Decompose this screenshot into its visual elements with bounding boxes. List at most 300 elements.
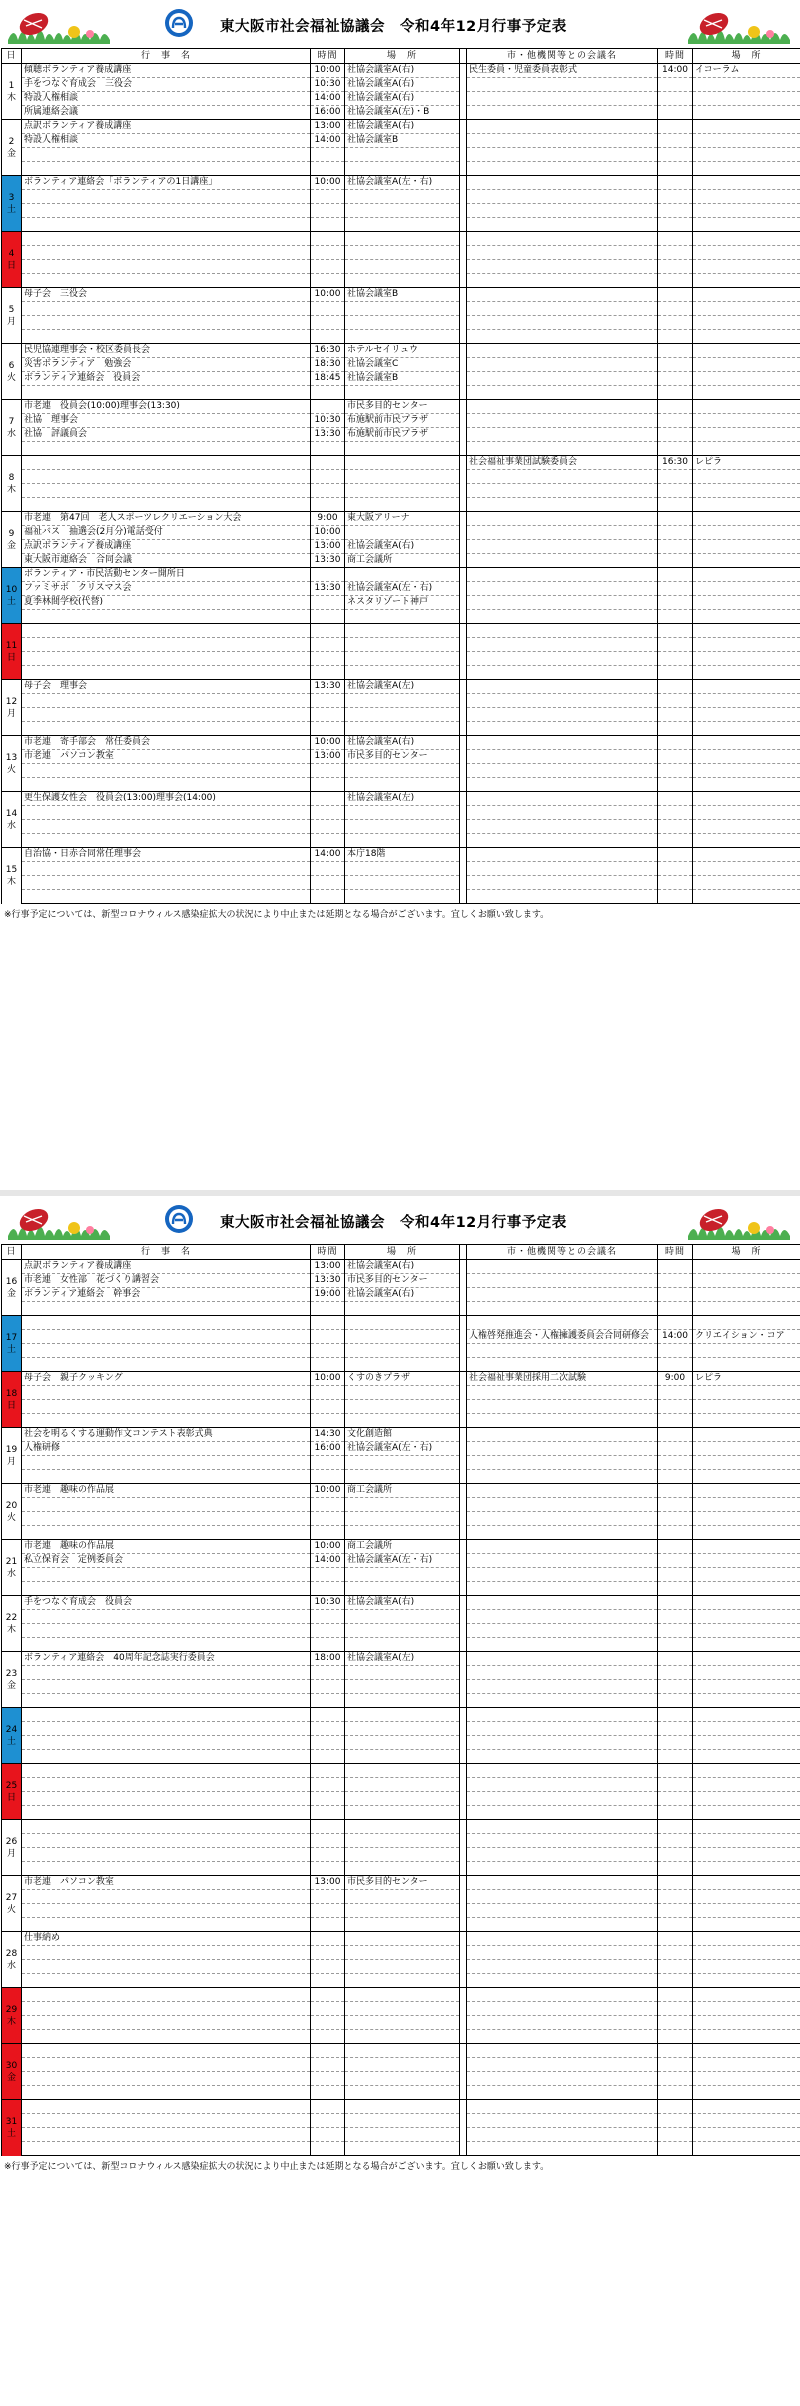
column-gap — [460, 414, 467, 428]
column-gap — [460, 1890, 467, 1904]
external-place — [693, 1512, 800, 1526]
column-gap — [460, 2030, 467, 2044]
table-row — [2, 414, 800, 428]
table-row — [2, 1428, 800, 1442]
event-place — [345, 442, 460, 456]
event-time: 13:30 — [311, 1274, 345, 1288]
event-place — [345, 1414, 460, 1428]
event-time: 10:30 — [311, 1596, 345, 1610]
event-time — [311, 1400, 345, 1414]
external-time — [658, 1302, 693, 1316]
external-meeting — [467, 330, 658, 344]
event-place — [345, 820, 460, 834]
event-name — [22, 2044, 311, 2058]
external-time — [658, 540, 693, 554]
table-row — [2, 610, 800, 624]
day-cell: 30 金 — [2, 2044, 22, 2100]
table-row — [2, 92, 800, 106]
column-gap — [460, 1932, 467, 1946]
column-gap — [460, 1736, 467, 1750]
page-2 — [0, 1196, 800, 2406]
event-name: 福祉バス 抽選会(2月分)電話受付 — [22, 526, 311, 540]
day-cell: 4 日 — [2, 232, 22, 288]
event-name — [22, 708, 311, 722]
event-name: 災害ボランティア 勉強会 — [22, 358, 311, 372]
event-place: 社協会議室A(右) — [345, 64, 460, 78]
event-time: 18:30 — [311, 358, 345, 372]
table-row — [2, 232, 800, 246]
table-row — [2, 1330, 800, 1344]
event-time — [311, 302, 345, 316]
day-cell: 28 水 — [2, 1932, 22, 1988]
external-place — [693, 1568, 800, 1582]
external-time — [658, 750, 693, 764]
event-time: 10:00 — [311, 736, 345, 750]
column-gap — [460, 2044, 467, 2058]
external-time — [658, 1288, 693, 1302]
external-place — [693, 2086, 800, 2100]
event-time — [311, 1736, 345, 1750]
external-meeting — [467, 554, 658, 568]
page-header — [0, 1196, 800, 1244]
external-place — [693, 1442, 800, 1456]
event-name — [22, 1666, 311, 1680]
external-time — [658, 1274, 693, 1288]
table-row — [2, 386, 800, 400]
column-gap — [460, 1596, 467, 1610]
event-place: 市民多目的センター — [345, 400, 460, 414]
column-gap — [460, 260, 467, 274]
event-place — [345, 204, 460, 218]
table-row — [2, 162, 800, 176]
event-time — [311, 806, 345, 820]
event-time — [311, 1806, 345, 1820]
column-gap — [460, 820, 467, 834]
event-name — [22, 1386, 311, 1400]
event-time — [311, 1666, 345, 1680]
table-row — [2, 204, 800, 218]
table-row — [2, 400, 800, 414]
event-name: 市老連 趣味の作品展 — [22, 1484, 311, 1498]
external-place — [693, 498, 800, 512]
external-meeting — [467, 372, 658, 386]
event-time: 14:00 — [311, 848, 345, 862]
external-meeting — [467, 540, 658, 554]
table-row — [2, 2142, 800, 2156]
event-place — [345, 652, 460, 666]
external-meeting — [467, 78, 658, 92]
column-header-external-place: 場 所 — [693, 49, 800, 64]
external-meeting — [467, 526, 658, 540]
column-gap — [460, 1554, 467, 1568]
event-place — [345, 666, 460, 680]
external-place — [693, 1722, 800, 1736]
event-place — [345, 456, 460, 470]
external-time — [658, 120, 693, 134]
event-name — [22, 456, 311, 470]
column-gap — [460, 428, 467, 442]
event-name: 市老連 パソコン教室 — [22, 750, 311, 764]
event-time — [311, 1960, 345, 1974]
external-place — [693, 358, 800, 372]
external-place — [693, 344, 800, 358]
event-name — [22, 1582, 311, 1596]
external-place — [693, 1260, 800, 1274]
column-gap — [460, 64, 467, 78]
external-meeting — [467, 1876, 658, 1890]
external-time — [658, 1764, 693, 1778]
day-cell: 18 日 — [2, 1372, 22, 1428]
day-cell: 7 水 — [2, 400, 22, 456]
event-place — [345, 1932, 460, 1946]
table-row — [2, 1372, 800, 1386]
external-time — [658, 1610, 693, 1624]
external-time — [658, 1652, 693, 1666]
event-place — [345, 2100, 460, 2114]
table-row — [2, 442, 800, 456]
table-row — [2, 820, 800, 834]
external-time — [658, 1400, 693, 1414]
external-meeting — [467, 204, 658, 218]
column-gap — [460, 1302, 467, 1316]
table-row — [2, 218, 800, 232]
table-row — [2, 2030, 800, 2044]
external-time — [658, 694, 693, 708]
event-time: 14:30 — [311, 1428, 345, 1442]
event-name — [22, 1400, 311, 1414]
event-place: 布施駅前市民プラザ — [345, 414, 460, 428]
day-cell: 25 日 — [2, 1764, 22, 1820]
event-time — [311, 1722, 345, 1736]
external-time — [658, 1470, 693, 1484]
table-row — [2, 2100, 800, 2114]
external-meeting — [467, 666, 658, 680]
event-name — [22, 1498, 311, 1512]
event-place — [345, 2058, 460, 2072]
event-time — [311, 1414, 345, 1428]
event-name — [22, 1764, 311, 1778]
column-gap — [460, 2100, 467, 2114]
event-time — [311, 876, 345, 890]
external-place — [693, 876, 800, 890]
event-place — [345, 484, 460, 498]
event-time: 13:30 — [311, 428, 345, 442]
event-time: 10:00 — [311, 1484, 345, 1498]
column-gap — [460, 764, 467, 778]
external-meeting — [467, 778, 658, 792]
external-time — [658, 1568, 693, 1582]
external-time — [658, 1344, 693, 1358]
event-name — [22, 1512, 311, 1526]
external-time — [658, 1904, 693, 1918]
event-name — [22, 162, 311, 176]
column-gap — [460, 1245, 467, 1260]
external-place — [693, 526, 800, 540]
external-time — [658, 1862, 693, 1876]
event-name: 市老連 趣味の作品展 — [22, 1540, 311, 1554]
event-name: 市老連 パソコン教室 — [22, 1876, 311, 1890]
event-time — [311, 666, 345, 680]
event-name — [22, 2058, 311, 2072]
event-name — [22, 638, 311, 652]
external-meeting — [467, 1932, 658, 1946]
event-place — [345, 1736, 460, 1750]
external-time — [658, 2142, 693, 2156]
column-gap — [460, 442, 467, 456]
event-place — [345, 1904, 460, 1918]
event-time — [311, 1358, 345, 1372]
external-place — [693, 1960, 800, 1974]
external-time — [658, 512, 693, 526]
column-gap — [460, 1470, 467, 1484]
external-place — [693, 1624, 800, 1638]
event-place — [345, 1638, 460, 1652]
external-meeting — [467, 358, 658, 372]
event-name — [22, 1638, 311, 1652]
event-place — [345, 1848, 460, 1862]
table-row — [2, 834, 800, 848]
table-row — [2, 792, 800, 806]
event-time — [311, 2114, 345, 2128]
event-place: 社協会議室A(左・右) — [345, 582, 460, 596]
event-name: 自治協・日赤合同常任理事会 — [22, 848, 311, 862]
column-gap — [460, 176, 467, 190]
external-place — [693, 624, 800, 638]
table-row — [2, 1274, 800, 1288]
table-row — [2, 736, 800, 750]
external-place — [693, 190, 800, 204]
column-gap — [460, 302, 467, 316]
event-place — [345, 638, 460, 652]
column-gap — [460, 652, 467, 666]
table-row — [2, 1708, 800, 1722]
event-name — [22, 498, 311, 512]
event-name — [22, 2086, 311, 2100]
external-place — [693, 1554, 800, 1568]
external-meeting — [467, 1316, 658, 1330]
table-row — [2, 848, 800, 862]
day-cell: 6 火 — [2, 344, 22, 400]
event-time — [311, 1820, 345, 1834]
external-place — [693, 1470, 800, 1484]
external-time — [658, 610, 693, 624]
column-gap — [460, 512, 467, 526]
external-meeting — [467, 624, 658, 638]
external-place — [693, 470, 800, 484]
column-gap — [460, 1414, 467, 1428]
table-row — [2, 1512, 800, 1526]
external-place — [693, 274, 800, 288]
external-meeting — [467, 2016, 658, 2030]
table-row — [2, 638, 800, 652]
external-time — [658, 204, 693, 218]
event-name — [22, 2128, 311, 2142]
external-place — [693, 218, 800, 232]
event-name — [22, 890, 311, 904]
column-gap — [460, 1722, 467, 1736]
column-gap — [460, 78, 467, 92]
event-place — [345, 1582, 460, 1596]
event-time — [311, 1974, 345, 1988]
external-meeting — [467, 2030, 658, 2044]
event-time — [311, 1498, 345, 1512]
event-name: 社協 理事会 — [22, 414, 311, 428]
table-row — [2, 176, 800, 190]
event-time — [311, 638, 345, 652]
external-place — [693, 1708, 800, 1722]
column-gap — [460, 862, 467, 876]
event-place: 社協会議室A(左) — [345, 1652, 460, 1666]
external-meeting — [467, 1890, 658, 1904]
event-time — [311, 1526, 345, 1540]
external-meeting — [467, 1652, 658, 1666]
event-place — [345, 1358, 460, 1372]
external-time — [658, 722, 693, 736]
external-place — [693, 750, 800, 764]
event-time — [311, 1694, 345, 1708]
external-time — [658, 162, 693, 176]
event-place — [345, 1792, 460, 1806]
event-time — [311, 764, 345, 778]
event-time — [311, 1862, 345, 1876]
external-meeting — [467, 1778, 658, 1792]
external-place — [693, 1890, 800, 1904]
external-time — [658, 778, 693, 792]
external-meeting — [467, 1414, 658, 1428]
event-name: 民児協連理事会・校区委員長会 — [22, 344, 311, 358]
column-header-time: 時間 — [311, 1245, 345, 1260]
external-meeting — [467, 134, 658, 148]
event-place: 布施駅前市民プラザ — [345, 428, 460, 442]
external-time — [658, 498, 693, 512]
external-meeting — [467, 1582, 658, 1596]
day-cell: 17 土 — [2, 1316, 22, 1372]
column-gap — [460, 1288, 467, 1302]
event-name: 市老連 役員会(10:00)理事会(13:30) — [22, 400, 311, 414]
event-place: 社協会議室A(右) — [345, 1260, 460, 1274]
column-gap — [460, 2016, 467, 2030]
external-meeting — [467, 302, 658, 316]
external-meeting — [467, 2072, 658, 2086]
event-time — [311, 1302, 345, 1316]
external-place — [693, 134, 800, 148]
table-row — [2, 1638, 800, 1652]
column-gap — [460, 1526, 467, 1540]
event-place — [345, 1400, 460, 1414]
external-meeting — [467, 484, 658, 498]
column-gap — [460, 1708, 467, 1722]
event-name — [22, 204, 311, 218]
column-gap — [460, 1764, 467, 1778]
external-place — [693, 694, 800, 708]
event-place — [345, 764, 460, 778]
table-row — [2, 1862, 800, 1876]
event-name — [22, 2002, 311, 2016]
external-meeting — [467, 1624, 658, 1638]
external-meeting — [467, 442, 658, 456]
external-place — [693, 400, 800, 414]
external-time — [658, 372, 693, 386]
event-place — [345, 316, 460, 330]
table-row — [2, 78, 800, 92]
external-time — [658, 1974, 693, 1988]
external-place — [693, 1288, 800, 1302]
day-cell: 8 木 — [2, 456, 22, 512]
table-row — [2, 1652, 800, 1666]
external-meeting — [467, 764, 658, 778]
event-name — [22, 1988, 311, 2002]
event-time: 10:00 — [311, 288, 345, 302]
column-gap — [460, 680, 467, 694]
external-place — [693, 1386, 800, 1400]
external-place — [693, 1792, 800, 1806]
external-place: クリエイション・コア — [693, 1330, 800, 1344]
column-gap — [460, 1848, 467, 1862]
external-place — [693, 596, 800, 610]
external-meeting — [467, 862, 658, 876]
event-time — [311, 1456, 345, 1470]
external-time — [658, 764, 693, 778]
table-row — [2, 1988, 800, 2002]
column-gap — [460, 1456, 467, 1470]
event-name — [22, 610, 311, 624]
external-place — [693, 428, 800, 442]
external-time — [658, 442, 693, 456]
event-place — [345, 694, 460, 708]
event-name: ボランティア連絡会「ボランティアの1日講座」 — [22, 176, 311, 190]
external-place — [693, 386, 800, 400]
day-cell: 3 土 — [2, 176, 22, 232]
external-time — [658, 1512, 693, 1526]
table-row — [2, 862, 800, 876]
external-time — [658, 1540, 693, 1554]
table-row — [2, 358, 800, 372]
table-row — [2, 512, 800, 526]
external-time — [658, 484, 693, 498]
table-row — [2, 652, 800, 666]
column-gap — [460, 792, 467, 806]
external-meeting — [467, 470, 658, 484]
event-time — [311, 232, 345, 246]
column-gap — [460, 1610, 467, 1624]
external-time — [658, 358, 693, 372]
external-place — [693, 1694, 800, 1708]
external-place — [693, 330, 800, 344]
external-time — [658, 2016, 693, 2030]
event-name — [22, 1820, 311, 1834]
event-time — [311, 834, 345, 848]
event-place: 東大阪アリーナ — [345, 512, 460, 526]
event-time — [311, 1708, 345, 1722]
external-time: 16:30 — [658, 456, 693, 470]
event-place — [345, 1806, 460, 1820]
event-time: 13:30 — [311, 554, 345, 568]
external-time — [658, 274, 693, 288]
external-place — [693, 708, 800, 722]
event-place — [345, 2030, 460, 2044]
external-place — [693, 484, 800, 498]
table-row — [2, 1358, 800, 1372]
table-row — [2, 708, 800, 722]
external-time — [658, 1386, 693, 1400]
event-place — [345, 2142, 460, 2156]
event-place — [345, 1568, 460, 1582]
event-name — [22, 1736, 311, 1750]
event-name — [22, 778, 311, 792]
external-place — [693, 1302, 800, 1316]
external-time — [658, 190, 693, 204]
table-row — [2, 484, 800, 498]
